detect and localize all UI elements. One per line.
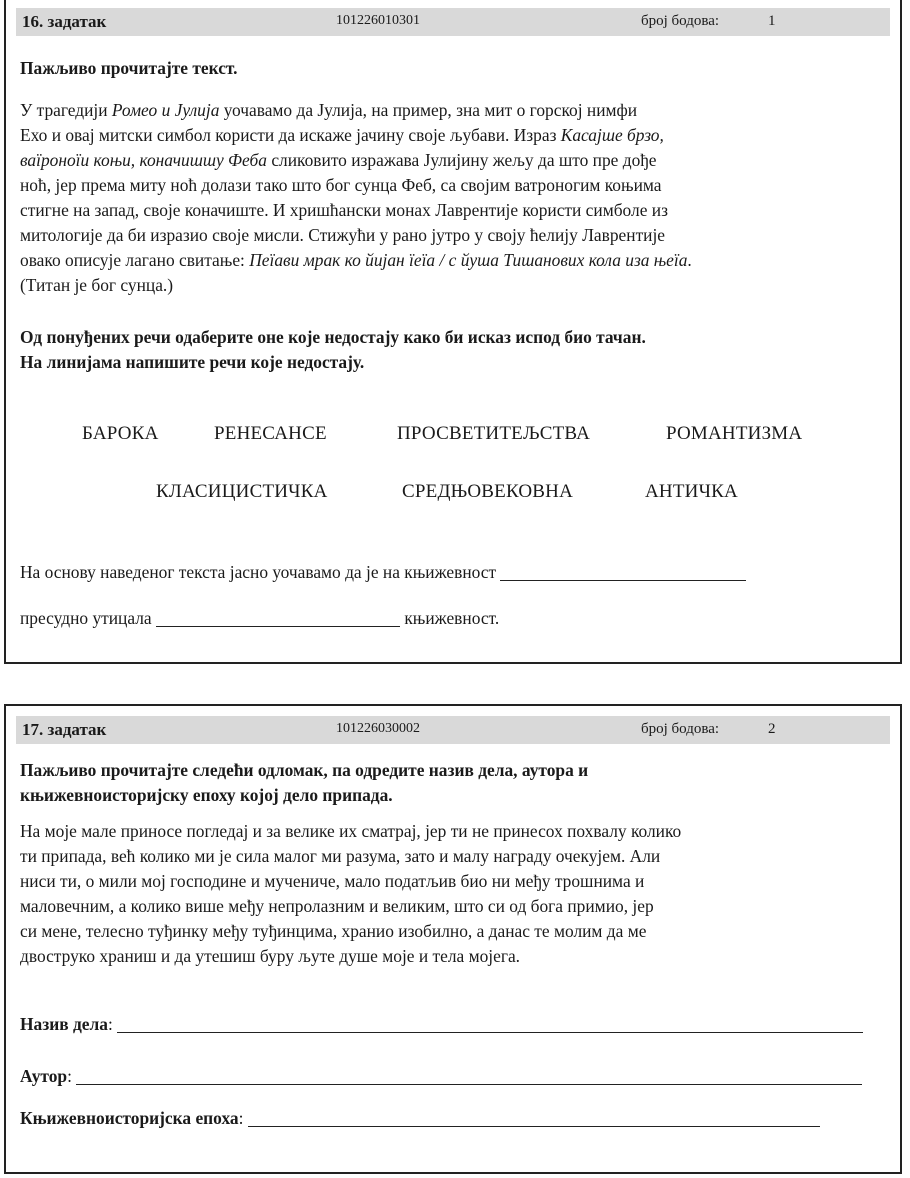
epoch-field-label: Књижевноисторијска епоха: [20, 1108, 239, 1128]
points-value: 2: [768, 721, 776, 737]
text-line: У трагедији Ромео и Јулија уочавамо да Јулија, на пример, зна мит о горској нимфи: [20, 100, 638, 120]
task-code: 101226030002: [336, 721, 420, 736]
choice-word: ПРОСВЕТИТЕЉСТВА: [397, 423, 591, 444]
text-line: митологије да би изразио своје мисли. Стижући у рано јутро у своју ћелију Лаврентије: [20, 225, 666, 245]
title-field-row: Назив дела:: [20, 1012, 863, 1037]
text-line: си мене, телесно туђинку међу туђинцима, хранио изобилно, а данас те молим да ме: [20, 921, 647, 941]
text-line: Ехо и овај митски симбол користи да искаже јачину своје љубави. Израз Касајше брзо,: [20, 125, 664, 145]
text-line: стигне на запад, своје коначиште. И хришћански монах Лаврентије користи симболе из: [20, 200, 668, 220]
answer-blank-2[interactable]: [156, 609, 400, 627]
choice-word: РЕНЕСАНСЕ: [214, 423, 327, 444]
instruction: Пажљиво прочитајте текст.: [20, 58, 238, 78]
epoch-field-line[interactable]: [248, 1109, 820, 1127]
title-field-label: Назив дела: [20, 1014, 108, 1034]
choice-word: БАРОКА: [82, 423, 159, 444]
points-label: број бодова:: [641, 721, 720, 737]
text-line: (Титан је бог сунца.): [20, 275, 174, 295]
title-field-line[interactable]: [117, 1015, 863, 1033]
text-line: ваїроноїи коњи, коначишшу Феба сликовито изражава Јулијину жељу да што пре дође: [20, 150, 657, 170]
task-header: [16, 716, 890, 744]
answer-sentence: На основу наведеног текста јасно уочавамо да је на књижевност: [20, 560, 746, 585]
choice-word: АНТИЧКА: [645, 481, 738, 502]
task-number: 17. задатак: [22, 720, 107, 739]
task-header: [16, 8, 890, 36]
question-line: Од понуђених речи одаберите оне које недостају како би исказ испод био тачан.: [20, 327, 646, 347]
answer-blank-1[interactable]: [500, 563, 746, 581]
choice-word: КЛАСИЦИСТИЧКА: [156, 481, 328, 502]
task-number: 16. задатак: [22, 12, 107, 31]
author-field-label: Аутор: [20, 1066, 68, 1086]
text-line: ноћ, јер према миту ноћ долази тако што бог сунца Феб, са својим ватроногим коњима: [20, 175, 662, 195]
task-16-box: [4, 0, 902, 664]
author-field-line[interactable]: [76, 1067, 862, 1085]
choice-word: СРЕДЊОВЕКОВНА: [402, 481, 574, 502]
question-line: На линијама напишите речи које недостају.: [20, 352, 365, 372]
points-label: број бодова:: [641, 13, 720, 29]
answer-sentence: пресудно утицала књижевност.: [20, 608, 500, 628]
points-value: 1: [768, 13, 776, 29]
instruction: књижевноисторијску епоху којој дело припада.: [20, 785, 393, 805]
task-code: 101226010301: [336, 13, 420, 28]
text-line: овако описује лагано свитање: Пеїави мрак ко йијан їеїа / с йуша Тишанових кола иза њеїа.: [20, 250, 692, 270]
text-line: ти припада, већ колико ми је сила малог ми разума, зато и малу награду очекујем. Али: [20, 846, 661, 866]
choice-word: РОМАНТИЗМА: [666, 423, 803, 444]
text-line: двоструко храниш и да утешиш буру љуте душе моје и тела мојега.: [20, 946, 521, 966]
text-line: На моје мале приносе погледај и за велике их сматрај, јер ти не принесох похвалу колико: [20, 821, 682, 841]
text-line: ниси ти, о мили мој господине и мучениче, мало податљив био ни међу трошнима и: [20, 871, 645, 891]
epoch-field-row: Књижевноисторијска епоха:: [20, 1106, 820, 1131]
text-line: маловечним, а колико више међу непролазним и великим, што си од бога примио, јер: [20, 896, 654, 916]
author-field-row: Аутор:: [20, 1064, 862, 1089]
instruction: Пажљиво прочитајте следећи одломак, па одредите назив дела, аутора и: [20, 760, 589, 780]
task-17-box: [4, 704, 902, 1174]
